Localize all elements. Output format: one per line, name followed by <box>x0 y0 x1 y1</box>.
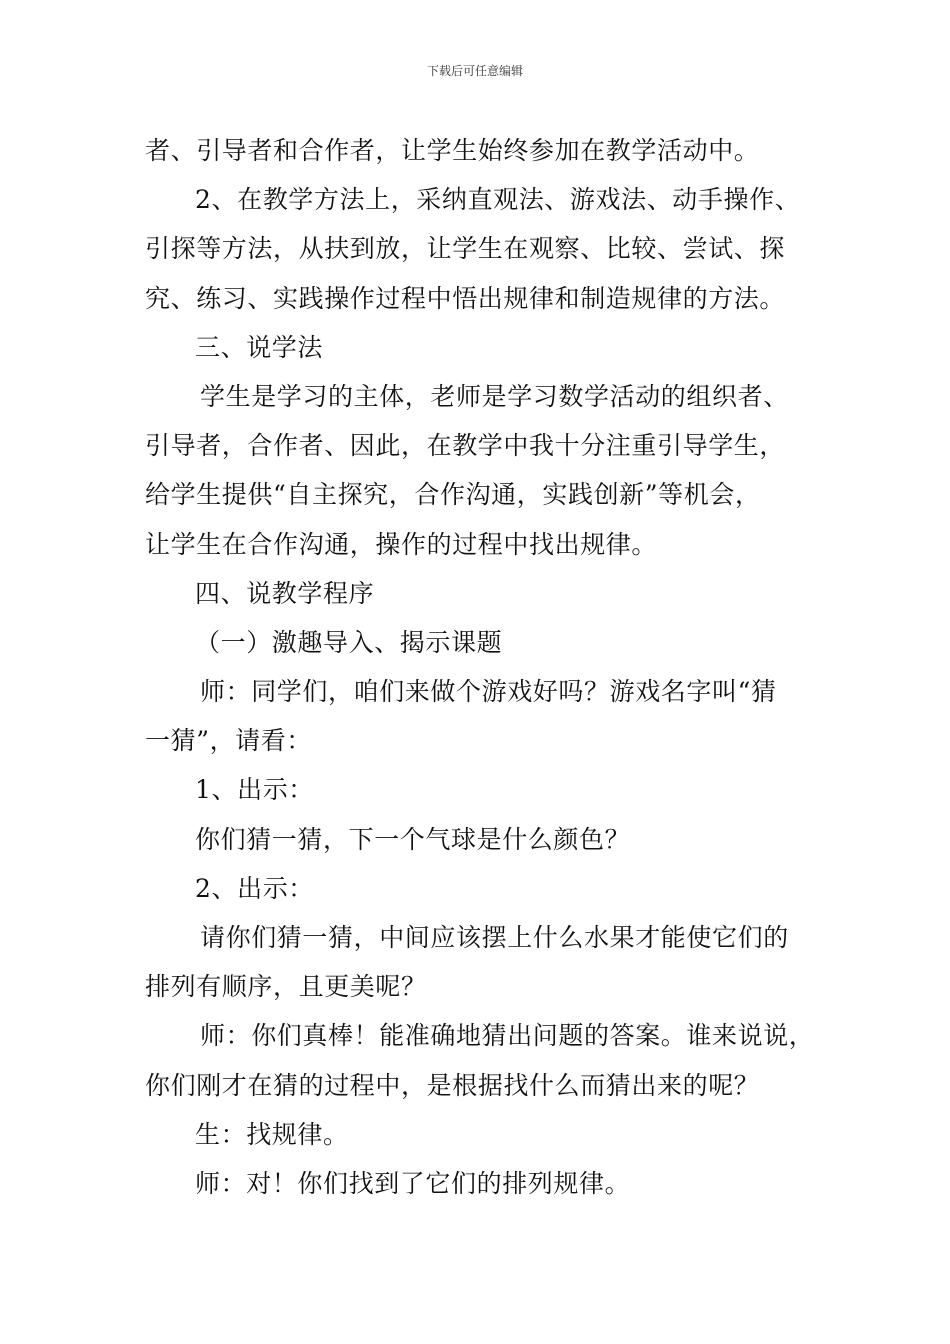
text-line: 2、在教学方法上，采纳直观法、游戏法、动手操作、 <box>195 185 801 215</box>
text-line: 师：同学们，咱们来做个游戏好吗？游戏名字叫“猜 <box>200 677 777 707</box>
text-line: 引导者，合作者、因此，在教学中我十分注重引导学生， <box>145 431 786 461</box>
text-line: 2、出示： <box>195 873 314 903</box>
text-line: 引探等方法，从扶到放，让学生在观察、比较、尝试、探 <box>145 234 786 264</box>
text-line: 一猜”，请看： <box>145 726 312 756</box>
text-line: 排列有顺序，且更美呢？ <box>145 972 427 1002</box>
text-line: 给学生提供“自主探究，合作沟通，实践创新”等机会， <box>145 480 761 510</box>
text-line: 你们刚才在猜的过程中，是根据找什么而猜出来的呢？ <box>145 1070 760 1100</box>
section-heading: 四、说教学程序 <box>195 578 375 608</box>
text-line: 者、引导者和合作者，让学生始终参加在教学活动中。 <box>145 136 760 165</box>
text-line: 究、练习、实践操作过程中悟出规律和制造规律的方法。 <box>145 283 786 313</box>
text-line: 师：对！你们找到了它们的排列规律。 <box>195 1168 631 1198</box>
text-line: 生：找规律。 <box>195 1119 349 1149</box>
text-line: 请你们猜一猜，中间应该摆上什么水果才能使它们的 <box>200 923 789 952</box>
section-heading: 三、说学法 <box>195 332 324 362</box>
text-line: 1、出示： <box>195 775 314 805</box>
text-line: 学生是学习的主体，老师是学习数学活动的组织者、 <box>200 381 789 411</box>
page-header-note: 下载后可任意编辑 <box>426 64 523 78</box>
subsection-heading: （一）激趣导入、揭示课题 <box>195 627 503 657</box>
text-line: 让学生在合作沟通，操作的过程中找出规律。 <box>145 529 658 559</box>
text-line: 你们猜一猜，下一个气球是什么颜色？ <box>195 824 631 854</box>
text-line: 师：你们真棒！能准确地猜出问题的答案。谁来说说， <box>200 1021 815 1051</box>
document-body <box>145 126 815 1208</box>
